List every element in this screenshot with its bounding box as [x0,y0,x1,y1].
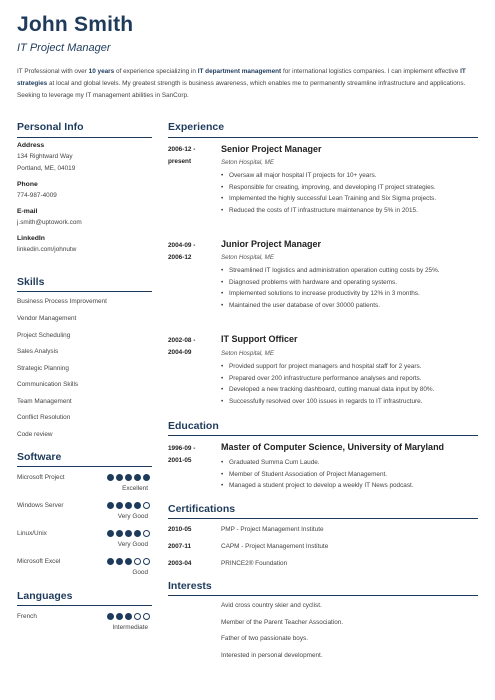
rating-dot-filled [125,474,132,481]
rating-dot-filled [134,502,141,509]
cert-name: PRINCE2® Foundation [221,560,288,567]
linkedin-link[interactable]: linkedin.com/johnutw [17,246,77,253]
rating-dot-filled [107,502,114,509]
phone-value: 774-987-4009 [17,192,57,199]
interest-item: Interested in personal development. [221,652,323,659]
degree-title: Master of Computer Science, University of Maryland [221,442,445,452]
cert-date: 2007-11 [168,543,192,550]
education-heading: Education [168,420,219,432]
phone-label: Phone [17,181,38,188]
list-item: • Prepared over 200 infrastructure performance analyses and reports. [221,373,434,385]
rating-dot-filled [134,474,141,481]
edu-bullets [221,457,414,492]
job-bullets [221,170,436,216]
skill-item: Strategic Planning [17,365,69,372]
list-item: • Successfully resolved over 100 issues in regards to IT infrastructure. [221,396,434,408]
rating-dots [107,474,150,481]
skill-item: Code review [17,431,53,438]
rating-dot-empty [143,558,150,565]
rating-dot-empty [134,558,141,565]
rating-dot-empty [143,502,150,509]
list-item: • Diagnosed problems with hardware and operating systems. [221,277,440,289]
address-label: Address [17,142,45,149]
rating-dot-filled [143,474,150,481]
rating-dot-filled [125,502,132,509]
languages-heading: Languages [17,590,73,602]
rating-dot-filled [107,558,114,565]
rating-dot-filled [107,474,114,481]
summary-text: at local and global levels. My greatest strength is business awareness, which enables me to permanently streamline infrastructure and applications. Seeking to leverage my IT management abilities in SanCorp. [17,80,466,100]
cert-date: 2003-04 [168,560,192,567]
skill-item: Business Process Improvement [17,298,107,305]
rating-dot-filled [116,530,123,537]
rating-dot-filled [116,613,123,620]
job-company: Seton Hospital, ME [221,159,274,166]
skills-heading: Skills [17,276,45,288]
skill-item: Conflict Resolution [17,414,71,421]
summary-text: for international logistics companies. I can implement effective [281,68,461,75]
job-title: Junior Project Manager [221,239,322,249]
software-name: Linux/Unix [17,530,47,537]
section-divider [17,605,152,606]
certifications-heading: Certifications [168,503,236,515]
job-company: Seton Hospital, ME [221,350,274,357]
rating-dot-filled [125,558,132,565]
linkedin-label: LinkedIn [17,235,45,242]
summary-text: IT Professional with over [17,68,89,75]
interest-item: Father of two passionate boys. [221,635,309,642]
edu-date-from: 1996-09 - [168,445,196,452]
list-item: • Reduced the costs of IT infrastructure maintenance by 5% in 2015. [221,205,436,217]
job-date-to: 2004-09 [168,349,192,356]
personal-info-heading: Personal Info [17,121,84,133]
job-date-to: 2006-12 [168,254,192,261]
email-link[interactable]: j.smith@uptowork.com [17,219,82,226]
list-item: • Implemented the highly successful Lean Training and Six Sigma projects. [221,193,436,205]
skill-item: Communication Skills [17,381,79,388]
list-item: • Oversaw all major hospital IT projects for 10+ years. [221,170,436,182]
skill-item: Vendor Management [17,315,77,322]
list-item: • Developed a new tracking dashboard, cutting manual data input by 80%. [221,384,434,396]
language-level: Intermediate [112,624,148,631]
rating-dot-filled [116,474,123,481]
interest-item: Avid cross country skier and cyclist. [221,602,322,609]
edu-date-to: 2001-05 [168,457,192,464]
rating-dot-filled [107,613,114,620]
section-divider [17,466,152,467]
rating-dot-filled [125,530,132,537]
software-level: Very Good [117,541,148,548]
software-level: Good [132,569,148,576]
skill-item: Sales Analysis [17,348,59,355]
section-divider [168,137,478,138]
job-date-from: 2004-09 - [168,242,196,249]
section-divider [168,595,478,596]
software-level: Excellent [122,485,148,492]
job-bullets [221,361,434,407]
software-name: Windows Server [17,502,64,509]
job-company: Seton Hospital, ME [221,254,274,261]
address-line1: 134 Rightward Way [17,153,73,160]
section-divider [168,435,478,436]
rating-dot-filled [107,530,114,537]
list-item: • Member of Student Association of Project Management. [221,469,414,481]
language-name: French [17,613,37,620]
software-name: Microsoft Project [17,474,65,481]
cert-name: CAPM - Project Management Institute [221,543,329,550]
job-title-header: IT Project Manager [17,42,111,54]
job-bullets [221,265,440,311]
list-item: • Maintained the user database of over 30000 patients. [221,300,440,312]
skill-item: Project Scheduling [17,332,71,339]
software-name: Microsoft Excel [17,558,61,565]
rating-dot-empty [143,613,150,620]
email-label: E-mail [17,208,38,215]
interests-heading: Interests [168,580,212,592]
rating-dot-empty [134,613,141,620]
rating-dots [107,613,150,620]
candidate-name: John Smith [17,13,134,36]
job-date-to: present [168,158,192,165]
rating-dot-filled [134,530,141,537]
list-item: • Responsible for creating, improving, and developing IT project strategies. [221,182,436,194]
job-title: IT Support Officer [221,334,298,344]
rating-dot-empty [143,530,150,537]
list-item: • Implemented solutions to increase productivity by 12% in 3 months. [221,288,440,300]
interest-item: Member of the Parent Teacher Association. [221,619,344,626]
personal-info-block [17,142,152,256]
cert-name: PMP - Project Management Institute [221,526,324,533]
address-line2: Portland, ME, 04019 [17,165,76,172]
job-date-from: 2006-12 - [168,146,196,153]
section-divider [17,291,152,292]
rating-dot-filled [116,502,123,509]
list-item: • Streamlined IT logistics and administration operation cutting costs by 25%. [221,265,440,277]
summary-highlight: 10 years [88,68,115,75]
rating-dots [107,502,150,509]
summary-highlight: IT department management [197,68,282,75]
summary-highlight: IT strategies [17,68,466,88]
rating-dot-filled [125,613,132,620]
software-heading: Software [17,451,62,463]
job-date-from: 2002-08 - [168,337,196,344]
job-title: Senior Project Manager [221,144,322,154]
software-level: Very Good [117,513,148,520]
section-divider [168,518,478,519]
rating-dots [107,558,150,565]
profile-summary [17,66,479,103]
rating-dots [107,530,150,537]
list-item: • Graduated Summa Cum Laude. [221,457,414,469]
cert-date: 2010-05 [168,526,192,533]
summary-text: of experience specializing in [114,68,198,75]
skill-item: Team Management [17,398,72,405]
rating-dot-filled [116,558,123,565]
section-divider [17,137,152,138]
list-item: • Managed a student project to develop a weekly IT News podcast. [221,480,414,492]
list-item: • Provided support for project managers and hospital staff for 2 years. [221,361,434,373]
experience-heading: Experience [168,121,225,133]
